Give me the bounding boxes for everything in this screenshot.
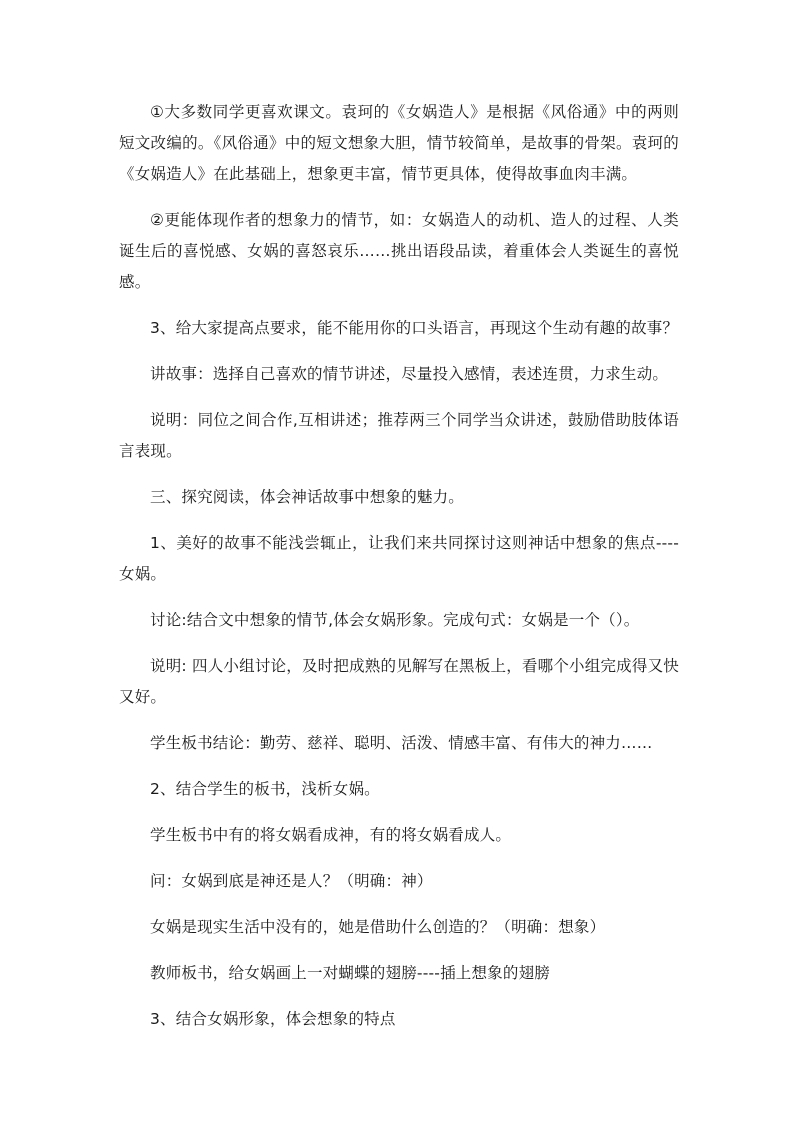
section-heading-exploration: 三、探究阅读，体会神话故事中想象的魅力。: [150, 488, 465, 506]
paragraph-reason-preference: ①大多数同学更喜欢课文。袁珂的《女娲造人》是根据《风俗通》中的两则短文改编的。《风俗通》中的短文想象大胆，情节较简单，是故事的骨架。袁珂的《女娲造人》在此基础上，想象更丰富，情节更具体，使得故事血肉丰满。: [119, 103, 679, 183]
paragraph-god-or-human: 学生板书中有的将女娲看成神，有的将女娲看成人。: [150, 826, 512, 844]
paragraph-requirement: 3、给大家提高点要求，能不能用你的口头语言，再现这个生动有趣的故事？: [150, 319, 679, 337]
paragraph-focus-nuwa: 1、美好的故事不能浅尝辄止，让我们来共同探讨这则神话中想象的焦点----女娲。: [119, 534, 679, 583]
document-body: [119, 97, 679, 1050]
paragraph-storytelling: 讲故事：选择自己喜欢的情节讲述，尽量投入感情，表述连贯，力求生动。: [150, 365, 669, 383]
paragraph-question: 问：女娲到底是神还是人？（明确：神）: [150, 872, 433, 890]
paragraph-analysis: 2、结合学生的板书，浅析女娲。: [150, 780, 380, 798]
paragraph-imagination-creation: 女娲是现实生活中没有的，她是借助什么创造的？（明确：想象）: [150, 918, 606, 936]
paragraph-discussion: 讨论:结合文中想象的情节,体会女娲形象。完成句式：女娲是一个（）。: [150, 611, 640, 629]
paragraph-explanation-pair: 说明：同位之间合作,互相讲述；推荐两三个同学当众讲述，鼓励借助肢体语言表现。: [119, 411, 679, 460]
paragraph-imagination-plot: ②更能体现作者的想象力的情节，如：女娲造人的动机、造人的过程、人类诞生后的喜悦感、女娲的喜怒哀乐……挑出语段品读，着重体会人类诞生的喜悦感。: [119, 211, 679, 291]
paragraph-features: 3、结合女娲形象，体会想象的特点: [150, 1010, 396, 1028]
paragraph-explanation-group: 说明: 四人小组讨论，及时把成熟的见解写在黑板上，看哪个小组完成得又快又好。: [119, 657, 679, 706]
paragraph-student-conclusion: 学生板书结论：勤劳、慈祥、聪明、活泼、情感丰富、有伟大的神力……: [150, 734, 653, 752]
paragraph-teacher-board: 教师板书，给女娲画上一对蝴蝶的翅膀----插上想象的翅膀: [150, 964, 550, 982]
